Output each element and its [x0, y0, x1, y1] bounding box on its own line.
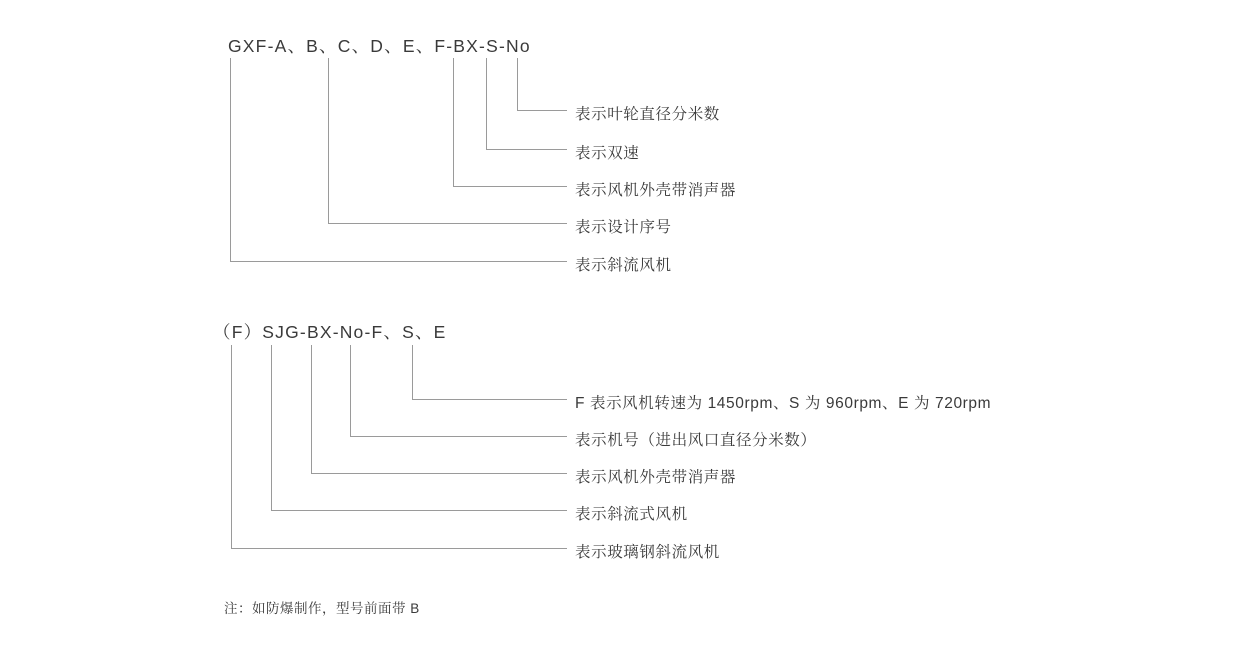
- desc-2-1: F 表示风机转速为 1450rpm、S 为 960rpm、E 为 720rpm: [575, 395, 992, 412]
- leader-line-v-1-1: [517, 58, 518, 110]
- leader-line-v-2-5: [231, 345, 232, 548]
- desc-2-5: 表示玻璃钢斜流风机: [575, 544, 720, 561]
- leader-line-v-2-1: [412, 345, 413, 399]
- leader-line-h-2-3: [311, 473, 567, 474]
- leader-line-h-2-1: [412, 399, 567, 400]
- leader-line-v-2-3: [311, 345, 312, 473]
- leader-line-h-1-2: [486, 149, 567, 150]
- desc-2-4: 表示斜流式风机: [575, 506, 688, 523]
- leader-line-h-2-4: [271, 510, 567, 511]
- leader-line-v-1-3: [453, 58, 454, 186]
- desc-2-2: 表示机号（进出风口直径分米数）: [575, 432, 817, 449]
- desc-1-4: 表示设计序号: [575, 219, 672, 236]
- desc-2-3: 表示风机外壳带消声器: [575, 469, 737, 486]
- leader-line-h-2-2: [350, 436, 567, 437]
- leader-line-h-1-1: [517, 110, 567, 111]
- leader-line-v-1-2: [486, 58, 487, 149]
- leader-line-v-1-5: [230, 58, 231, 261]
- desc-1-2: 表示双速: [575, 145, 640, 162]
- desc-1-1: 表示叶轮直径分米数: [575, 106, 720, 123]
- model-code-sjg: （F）SJG-BX-No-F、S、E: [213, 322, 447, 342]
- leader-line-h-2-5: [231, 548, 567, 549]
- leader-line-v-1-4: [328, 58, 329, 223]
- desc-1-5: 表示斜流风机: [575, 257, 672, 274]
- desc-1-3: 表示风机外壳带消声器: [575, 182, 737, 199]
- model-code-gxf: GXF-A、B、C、D、E、F-BX-S-No: [228, 36, 531, 56]
- leader-line-v-2-2: [350, 345, 351, 436]
- leader-line-h-1-3: [453, 186, 567, 187]
- leader-line-h-1-5: [230, 261, 567, 262]
- leader-line-h-1-4: [328, 223, 567, 224]
- leader-line-v-2-4: [271, 345, 272, 510]
- diagram-note: 注：如防爆制作，型号前面带 B: [224, 601, 420, 616]
